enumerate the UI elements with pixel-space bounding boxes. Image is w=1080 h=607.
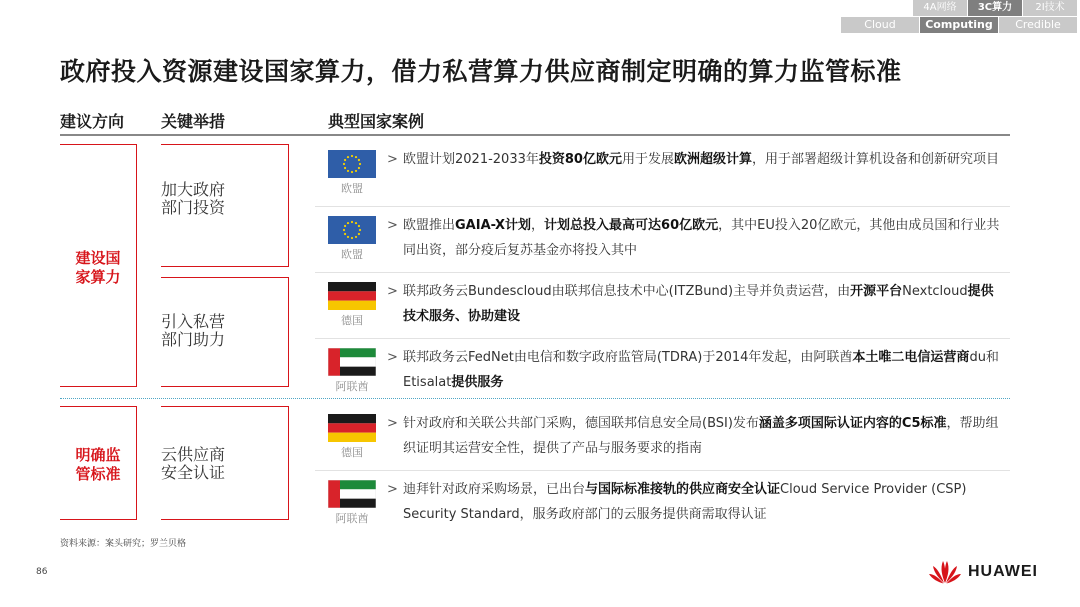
- case-text-highlight: 本土唯二电信运营商: [852, 350, 970, 365]
- header-divider: [60, 134, 1010, 136]
- case-text-highlight: 欧洲超级计算: [673, 152, 752, 167]
- bullet-arrow-icon: >: [387, 350, 398, 365]
- case-text-segment: 迪拜针对政府采购场景，已出台: [403, 482, 586, 497]
- nav-tab-3c[interactable]: 3C算力: [968, 0, 1023, 16]
- case-text-segment: ，其中EU投入20亿欧元，其他由成员国和行业共同出资，部分疫后复苏基金亦将投入其中: [403, 218, 1000, 258]
- case-text: [387, 147, 1003, 172]
- case-row: [315, 273, 1010, 339]
- direction-label-regulate-line2: 管标准: [75, 465, 121, 483]
- bullet-arrow-icon: >: [387, 284, 398, 299]
- case-text-segment: du和Etisalat: [403, 350, 999, 390]
- huawei-petal-icon: [928, 559, 962, 585]
- case-text-highlight: 提供服务: [451, 375, 504, 390]
- measure-label-invest-line2: 部门投资: [161, 198, 226, 217]
- nav-tab-computing[interactable]: Computing: [920, 17, 999, 33]
- case-text-highlight: 涵盖多项国际认证内容的C5标准: [758, 416, 947, 431]
- case-text-segment: ，帮助组织证明其运营安全性，提供了产品与服务要求的指南: [403, 416, 999, 456]
- nav-tab-cloud[interactable]: Cloud: [841, 17, 920, 33]
- case-row: [315, 207, 1010, 273]
- case-text-highlight: 提供技术服务、协助建设: [403, 284, 994, 324]
- nav-tab-credible[interactable]: Credible: [999, 17, 1078, 33]
- measure-label-private: [161, 313, 225, 349]
- case-text-segment: 欧盟推出: [403, 218, 456, 233]
- case-text-segment: 联邦政务云Bundescloud由联邦信息技术中心(ITZBund)主导并负责运营，由: [403, 284, 851, 299]
- column-header-direction: 建议方向: [60, 112, 125, 131]
- flag-country-label: 阿联酋: [335, 380, 369, 393]
- column-header-measures: 关键举措: [161, 112, 226, 131]
- measure-label-cloud-security-line2: 安全认证: [161, 463, 226, 482]
- case-row: [315, 405, 1010, 471]
- page-number: 86: [36, 567, 48, 577]
- nav-tab-2i[interactable]: 2I技术: [1023, 0, 1078, 16]
- measure-label-private-line2: 部门助力: [161, 330, 226, 349]
- bullet-arrow-icon: >: [387, 416, 398, 431]
- eu-flag-icon: [328, 150, 376, 178]
- flag-country-label: 德国: [341, 314, 363, 327]
- case-row: [315, 339, 1010, 405]
- uae-flag-icon: [328, 480, 376, 508]
- eu-flag-icon: [328, 216, 376, 244]
- case-text-segment: 用于发展: [621, 152, 674, 167]
- measure-label-private-line1: 引入私营: [161, 312, 226, 331]
- huawei-logo: [928, 559, 1038, 585]
- page-title: 政府投入资源建设国家算力，借力私营算力供应商制定明确的算力监管标准: [60, 57, 902, 86]
- case-text-segment: 欧盟计划2021-2033年: [403, 152, 539, 167]
- measure-label-invest: [161, 181, 225, 217]
- germany-flag-icon: [328, 414, 376, 442]
- bullet-arrow-icon: >: [387, 152, 398, 167]
- direction-label-regulate: [68, 446, 128, 484]
- case-text-segment: ，用于部署超级计算机设备和创新研究项目: [751, 152, 999, 167]
- bullet-arrow-icon: >: [387, 218, 398, 233]
- case-row: [315, 141, 1010, 207]
- case-row: [315, 471, 1010, 537]
- measure-label-cloud-security: [161, 446, 225, 482]
- case-text: [387, 411, 1003, 461]
- case-text-segment: ，: [531, 218, 545, 233]
- case-text-highlight: GAIA-X计划: [455, 218, 532, 233]
- flag-country-label: 德国: [341, 446, 363, 459]
- source-note: 资料来源：案头研究；罗兰贝格: [60, 539, 187, 549]
- measure-label-invest-line1: 加大政府: [161, 180, 226, 199]
- case-text: [387, 279, 1003, 329]
- case-text-segment: Nextcloud: [902, 284, 968, 299]
- case-text-segment: Cloud Service Provider (CSP) Security Standard，服务政府部门的云服务提供商需取得认证: [403, 482, 967, 522]
- case-text-highlight: 与国际标准接轨的供应商安全认证: [585, 482, 781, 497]
- top-nav-row-ccc: [841, 17, 1078, 33]
- column-header-cases: 典型国家案例: [328, 112, 425, 131]
- direction-label-build: [68, 249, 128, 287]
- bullet-arrow-icon: >: [387, 482, 398, 497]
- direction-label-build-line2: 家算力: [75, 268, 121, 286]
- direction-label-regulate-line1: 明确监: [75, 446, 121, 464]
- case-text-segment: 针对政府和关联公共部门采购，德国联邦信息安全局(BSI)发布: [403, 416, 759, 431]
- flag-country-label: 欧盟: [341, 248, 363, 261]
- case-text-segment: 联邦政务云FedNet由电信和数字政府监管局(TDRA)于2014年发起，由阿联酋: [403, 350, 853, 365]
- uae-flag-icon: [328, 348, 376, 376]
- case-text-highlight: 开源平台: [850, 284, 903, 299]
- top-nav-row-4a3c2i: [913, 0, 1078, 16]
- case-text: [387, 345, 1003, 395]
- case-text: [387, 213, 1003, 263]
- case-text-highlight: 计划总投入最高可达60亿欧元: [544, 218, 719, 233]
- flag-country-label: 阿联酋: [335, 512, 369, 525]
- case-text-highlight: 投资80亿欧元: [538, 152, 622, 167]
- germany-flag-icon: [328, 282, 376, 310]
- nav-tab-4a[interactable]: 4A网络: [913, 0, 968, 16]
- measure-label-cloud-security-line1: 云供应商: [161, 445, 226, 464]
- logo-text: HUAWEI: [968, 563, 1038, 580]
- case-text: [387, 477, 1003, 527]
- flag-country-label: 欧盟: [341, 182, 363, 195]
- direction-label-build-line1: 建设国: [75, 249, 121, 267]
